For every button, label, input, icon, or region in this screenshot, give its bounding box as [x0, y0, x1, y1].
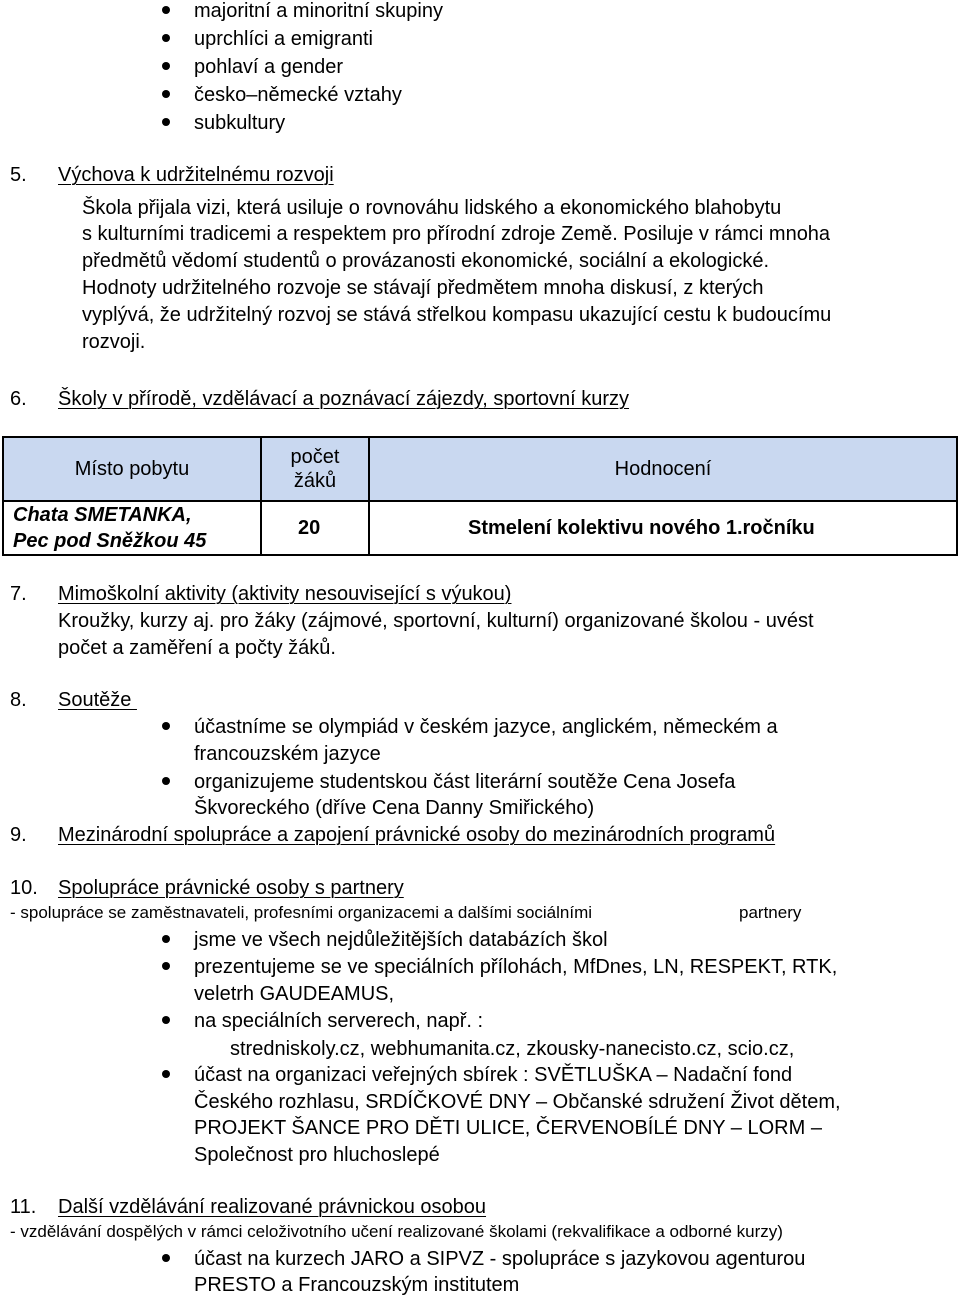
intro-line: - spolupráce se zaměstnavateli, profesními organizacemi a dalšími sociálními: [10, 903, 593, 922]
section-number: 5.: [10, 164, 27, 186]
bullet-icon: [160, 88, 172, 100]
section-title: Výchova k udržitelnému rozvoji: [58, 164, 334, 186]
list-item-continuation: PROJEKT ŠANCE PRO DĚTI ULICE, ČERVENOBÍLÉ DNY – LORM –: [194, 1117, 822, 1139]
list-item-continuation: veletrh GAUDEAMUS,: [194, 983, 395, 1005]
list-item: účastníme se olympiád v českém jazyce, anglickém, německém a: [194, 716, 778, 738]
intro-line-tail: partnery: [739, 903, 802, 922]
intro-line: - vzdělávání dospělých v rámci celoživotního učení realizované školami (rekvalifikace a odborné kurzy): [10, 1222, 783, 1241]
paragraph-line: vyplývá, že udržitelný rozvoj se stává střelkou kompasu ukazující cestu k budoucímu: [82, 304, 832, 326]
place-line-2: Pec pod Sněžkou 45: [13, 530, 207, 552]
list-item: účast na kurzech JARO a SIPVZ - spolupráce s jazykovou agenturou: [194, 1248, 806, 1270]
paragraph-line: počet a zaměření a počty žáků.: [58, 637, 336, 659]
bullet-icon: [160, 32, 172, 44]
bullet-icon: [160, 116, 172, 128]
bullet-icon: [160, 1014, 172, 1026]
bullet-icon: [160, 60, 172, 72]
bullet-icon: [160, 960, 172, 972]
list-item: účast na organizaci veřejných sbírek : SVĚTLUŠKA – Nadační fond: [194, 1064, 793, 1086]
header-count-line-2: žáků: [293, 470, 337, 492]
section-number: 8.: [10, 689, 27, 711]
trips-table: [2, 436, 958, 556]
section-number: 11.: [10, 1196, 37, 1218]
paragraph-line: předmětů vědomí studentů o provázanosti ekonomické, sociální a ekologické.: [82, 250, 770, 272]
list-item-continuation: Společnost pro hluchoslepé: [194, 1144, 440, 1166]
paragraph-line: rozvoji.: [82, 331, 146, 353]
list-item: organizujeme studentskou část literární soutěže Cena Josefa: [194, 771, 736, 793]
paragraph-line: Kroužky, kurzy aj. pro žáky (zájmové, sportovní, kulturní) organizované školou - uvést: [58, 610, 814, 632]
header-evaluation: Hodnocení: [369, 437, 957, 501]
section-number: 7.: [10, 583, 27, 605]
list-item: subkultury: [194, 112, 286, 134]
section-number: 10.: [10, 877, 38, 899]
paragraph-line: s kulturními tradicemi a respektem pro přírodní zdroje Země. Posiluje v rámci mnoha: [82, 223, 831, 245]
bullet-icon: [160, 720, 172, 732]
list-item-continuation: Českého rozhlasu, SRDÍČKOVÉ DNY – Občanské sdružení Život dětem,: [194, 1091, 841, 1113]
section-title: Další vzdělávání realizované právnickou osobou: [58, 1196, 487, 1218]
paragraph-line: Škola přijala vizi, která usiluje o rovnováhu lidského a ekonomického blahobytu: [82, 197, 782, 219]
header-count-line-1: počet: [290, 446, 340, 468]
place-line-1: Chata SMETANKA,: [13, 504, 192, 526]
list-item-continuation: stredniskoly.cz, webhumanita.cz, zkousky-nanecisto.cz, scio.cz,: [230, 1038, 795, 1060]
section-title: Soutěže: [58, 689, 137, 711]
bullet-icon: [160, 775, 172, 787]
bullet-icon: [160, 1068, 172, 1080]
list-item: na speciálních serverech, např. :: [194, 1010, 484, 1032]
section-title: Mimoškolní aktivity (aktivity nesouvisející s výukou): [58, 583, 512, 605]
section-number: 9.: [10, 824, 27, 846]
section-title: Mezinárodní spolupráce a zapojení právnické osoby do mezinárodních programů: [58, 824, 776, 846]
cell-evaluation: Stmelení kolektivu nového 1.ročníku: [369, 501, 957, 555]
list-item-continuation: Škvoreckého (dříve Cena Danny Smiřického): [194, 797, 595, 819]
list-item-continuation: PRESTO a Francouzským institutem: [194, 1274, 520, 1296]
table-header-row: [3, 437, 957, 501]
section-title: Školy v přírodě, vzdělávací a poznávací zájezdy, sportovní kurzy: [58, 388, 630, 410]
paragraph-line: Hodnoty udržitelného rozvoje se stávají předmětem mnoha diskusí, z kterých: [82, 277, 764, 299]
list-item-continuation: francouzském jazyce: [194, 743, 381, 765]
header-count: [261, 437, 369, 501]
section-title: Spolupráce právnické osoby s partnery: [58, 877, 404, 899]
list-item: česko–německé vztahy: [194, 84, 402, 106]
list-item: pohlaví a gender: [194, 56, 344, 78]
section-number: 6.: [10, 388, 27, 410]
list-item: uprchlíci a emigranti: [194, 28, 373, 50]
header-place: Místo pobytu: [3, 437, 261, 501]
table-row: [3, 501, 957, 555]
cell-place: [3, 501, 261, 555]
bullet-icon: [160, 933, 172, 945]
list-item: jsme ve všech nejdůležitějších databázích škol: [194, 929, 608, 951]
cell-count: 20: [261, 501, 369, 555]
bullet-icon: [160, 4, 172, 16]
bullet-icon: [160, 1252, 172, 1264]
list-item: majoritní a minoritní skupiny: [194, 0, 443, 22]
list-item: prezentujeme se ve speciálních přílohách, MfDnes, LN, RESPEKT, RTK,: [194, 956, 838, 978]
